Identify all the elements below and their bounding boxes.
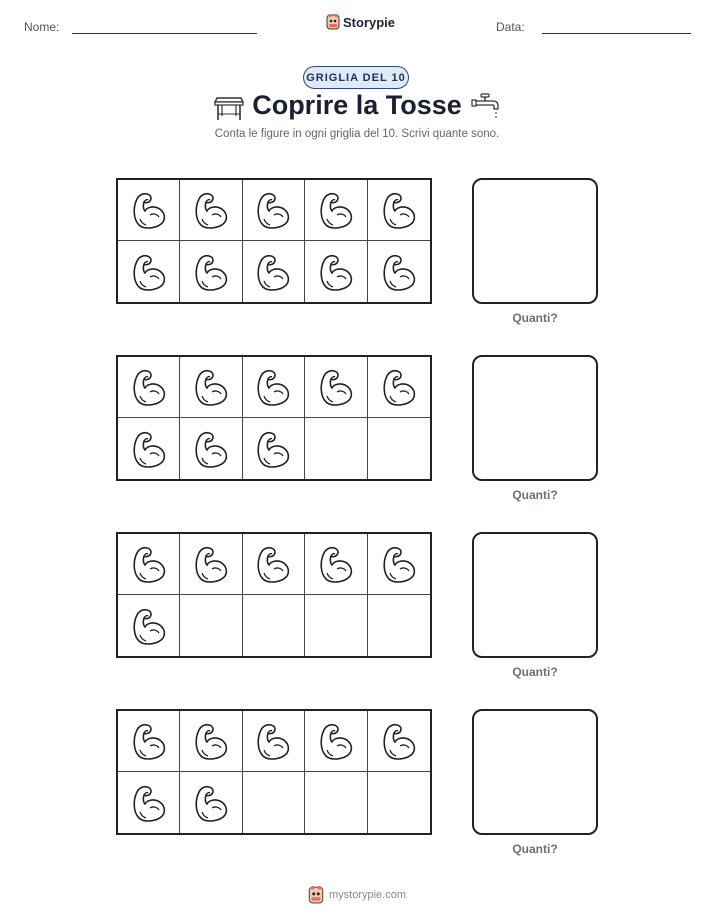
flexed-biceps-icon (129, 428, 169, 470)
flexed-biceps-icon (379, 251, 419, 293)
ten-frame-cell (243, 711, 305, 772)
flexed-biceps-icon (129, 251, 169, 293)
ten-frame-cell (118, 595, 180, 656)
ten-frame-cell (305, 534, 367, 595)
ten-frame-cell (180, 357, 242, 418)
answer-label: Quanti? (512, 311, 558, 325)
flexed-biceps-icon (129, 782, 169, 824)
ten-frame-cell (243, 595, 305, 656)
flexed-biceps-icon (191, 782, 231, 824)
answer-label: Quanti? (512, 488, 558, 502)
ten-frame-cell (243, 772, 305, 833)
ten-frame-cell (305, 711, 367, 772)
ten-frame-cell (118, 772, 180, 833)
ten-frame-cell (243, 180, 305, 241)
ten-frame-cell (118, 180, 180, 241)
flexed-biceps-icon (379, 189, 419, 231)
flexed-biceps-icon (191, 189, 231, 231)
page-title: Coprire la Tosse (252, 90, 462, 120)
footer (0, 886, 714, 904)
ten-frame-cell (368, 534, 430, 595)
answer-box[interactable] (472, 355, 598, 481)
ten-frame (116, 355, 432, 481)
answer-label: Quanti? (512, 665, 558, 679)
ten-frame-cell (368, 241, 430, 302)
ten-frame (116, 178, 432, 304)
faucet-icon (471, 92, 501, 120)
brand-name: Storypie (343, 14, 396, 30)
ten-frame-cell (180, 772, 242, 833)
flexed-biceps-icon (253, 543, 293, 585)
flexed-biceps-icon (191, 428, 231, 470)
ten-frame-cell (305, 357, 367, 418)
flexed-biceps-icon (379, 543, 419, 585)
answer-label: Quanti? (512, 842, 558, 856)
flexed-biceps-icon (129, 189, 169, 231)
ten-frame-cell (368, 595, 430, 656)
ten-frame-cell (118, 418, 180, 479)
answer-box[interactable] (472, 178, 598, 304)
flexed-biceps-icon (316, 251, 356, 293)
flexed-biceps-icon (191, 251, 231, 293)
worksheet-badge: GRIGLIA DEL 10 (303, 66, 409, 89)
brand (326, 14, 395, 30)
ten-frame-cell (368, 357, 430, 418)
flexed-biceps-icon (191, 543, 231, 585)
ten-frame-cell (118, 711, 180, 772)
flexed-biceps-icon (129, 366, 169, 408)
ten-frame-cell (180, 180, 242, 241)
ten-frame-cell (305, 180, 367, 241)
ten-frame-cell (243, 357, 305, 418)
ten-frame-cell (305, 595, 367, 656)
storypie-logo-icon (308, 886, 324, 904)
flexed-biceps-icon (316, 543, 356, 585)
flexed-biceps-icon (316, 720, 356, 762)
ten-frame (116, 532, 432, 658)
ten-frame-cell (118, 534, 180, 595)
footer-url[interactable]: mystorypie.com (328, 889, 407, 901)
date-label: Data: (496, 20, 525, 34)
flexed-biceps-icon (191, 720, 231, 762)
ten-frame-cell (180, 418, 242, 479)
instructions: Conta le figure in ogni griglia del 10. Scrivi quante sono. (214, 128, 500, 140)
flexed-biceps-icon (253, 428, 293, 470)
answer-box[interactable] (472, 709, 598, 835)
storypie-logo-icon (326, 14, 340, 30)
flexed-biceps-icon (316, 189, 356, 231)
flexed-biceps-icon (129, 543, 169, 585)
ten-frame-cell (243, 418, 305, 479)
ten-frame-cell (180, 595, 242, 656)
name-line[interactable] (72, 33, 257, 34)
flexed-biceps-icon (379, 366, 419, 408)
ten-frame-cell (180, 711, 242, 772)
flexed-biceps-icon (253, 720, 293, 762)
flexed-biceps-icon (191, 366, 231, 408)
ten-frame-cell (368, 711, 430, 772)
flexed-biceps-icon (253, 251, 293, 293)
flexed-biceps-icon (253, 189, 293, 231)
flexed-biceps-icon (316, 366, 356, 408)
ten-frame-cell (180, 241, 242, 302)
ten-frame-cell (305, 418, 367, 479)
flexed-biceps-icon (129, 720, 169, 762)
ten-frame-cell (368, 180, 430, 241)
name-label: Nome: (24, 20, 60, 34)
flexed-biceps-icon (129, 605, 169, 647)
date-line[interactable] (542, 33, 691, 34)
ten-frame (116, 709, 432, 835)
ten-frame-cell (305, 241, 367, 302)
flexed-biceps-icon (379, 720, 419, 762)
ten-frame-cell (118, 357, 180, 418)
ten-frame-cell (243, 241, 305, 302)
ten-frame-cell (180, 534, 242, 595)
ten-frame-cell (243, 534, 305, 595)
ten-frame-cell (368, 772, 430, 833)
ten-frame-cell (305, 772, 367, 833)
ten-frame-cell (118, 241, 180, 302)
answer-box[interactable] (472, 532, 598, 658)
flexed-biceps-icon (253, 366, 293, 408)
ten-frame-cell (368, 418, 430, 479)
